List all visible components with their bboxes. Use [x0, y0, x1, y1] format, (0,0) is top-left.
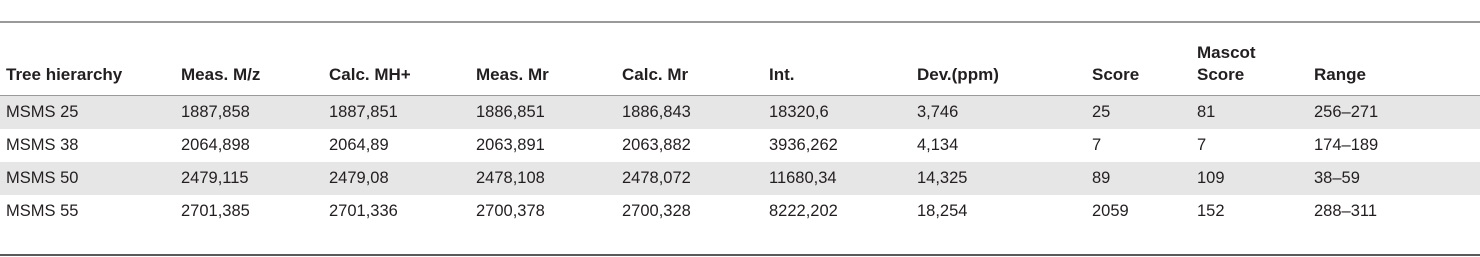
column-header-int: Int.	[769, 65, 795, 84]
cell-tree-hierarchy: MSMS 38	[6, 136, 79, 154]
cell-score: 89	[1092, 169, 1111, 187]
cell-score: 2059	[1092, 202, 1129, 220]
cell-mascot-score: 81	[1197, 103, 1216, 121]
cell-int: 8222,202	[769, 202, 838, 220]
cell-calc-mr: 2700,328	[622, 202, 691, 220]
cell-int: 11680,34	[769, 169, 837, 187]
table-row	[0, 129, 1480, 162]
cell-range: 174–189	[1314, 136, 1379, 154]
column-header-range: Range	[1314, 65, 1366, 84]
column-header-meas-mr: Meas. Mr	[476, 65, 549, 84]
column-header-score: Score	[1092, 65, 1140, 84]
table-row	[0, 162, 1480, 195]
column-header-calc-mr: Calc. Mr	[622, 65, 689, 84]
cell-score: 7	[1092, 136, 1102, 154]
cell-meas-mz: 2701,385	[181, 202, 250, 220]
cell-calc-mr: 2478,072	[622, 169, 691, 187]
cell-range: 288–311	[1314, 202, 1378, 220]
cell-int: 3936,262	[769, 136, 838, 154]
cell-range: 38–59	[1314, 169, 1360, 187]
cell-meas-mr: 2063,891	[476, 136, 545, 154]
table-row	[0, 96, 1480, 129]
table-row	[0, 195, 1480, 228]
cell-range: 256–271	[1314, 103, 1379, 121]
cell-calc-mr: 2063,882	[622, 136, 691, 154]
cell-tree-hierarchy: MSMS 55	[6, 202, 79, 220]
cell-dev-ppm: 18,254	[917, 202, 968, 220]
cell-int: 18320,6	[769, 103, 829, 121]
column-header-meas-mz: Meas. M/z	[181, 65, 261, 84]
cell-tree-hierarchy: MSMS 25	[6, 103, 79, 121]
column-header-mascot-score: Mascot Score	[1197, 43, 1256, 84]
cell-meas-mr: 2478,108	[476, 169, 545, 187]
cell-meas-mz: 2479,115	[181, 169, 249, 187]
cell-mascot-score: 152	[1197, 202, 1225, 220]
cell-meas-mr: 1886,851	[476, 103, 545, 121]
cell-dev-ppm: 3,746	[917, 103, 959, 121]
cell-dev-ppm: 4,134	[917, 136, 959, 154]
cell-meas-mz: 2064,898	[181, 136, 250, 154]
cell-calc-mh: 2064,89	[329, 136, 389, 154]
column-header-tree-hierarchy: Tree hierarchy	[6, 65, 123, 84]
cell-mascot-score: 7	[1197, 136, 1207, 154]
column-header-calc-mh: Calc. MH+	[329, 65, 411, 84]
column-header-dev-ppm: Dev.(ppm)	[917, 65, 999, 84]
cell-tree-hierarchy: MSMS 50	[6, 169, 79, 187]
cell-calc-mr: 1886,843	[622, 103, 691, 121]
cell-calc-mh: 2701,336	[329, 202, 398, 220]
cell-meas-mr: 2700,378	[476, 202, 545, 220]
cell-calc-mh: 1887,851	[329, 103, 398, 121]
cell-meas-mz: 1887,858	[181, 103, 250, 121]
cell-dev-ppm: 14,325	[917, 169, 968, 187]
cell-calc-mh: 2479,08	[329, 169, 389, 187]
table-header	[0, 23, 1480, 95]
table-bottom-rule	[0, 254, 1480, 256]
cell-mascot-score: 109	[1197, 169, 1225, 187]
cell-score: 25	[1092, 103, 1111, 121]
